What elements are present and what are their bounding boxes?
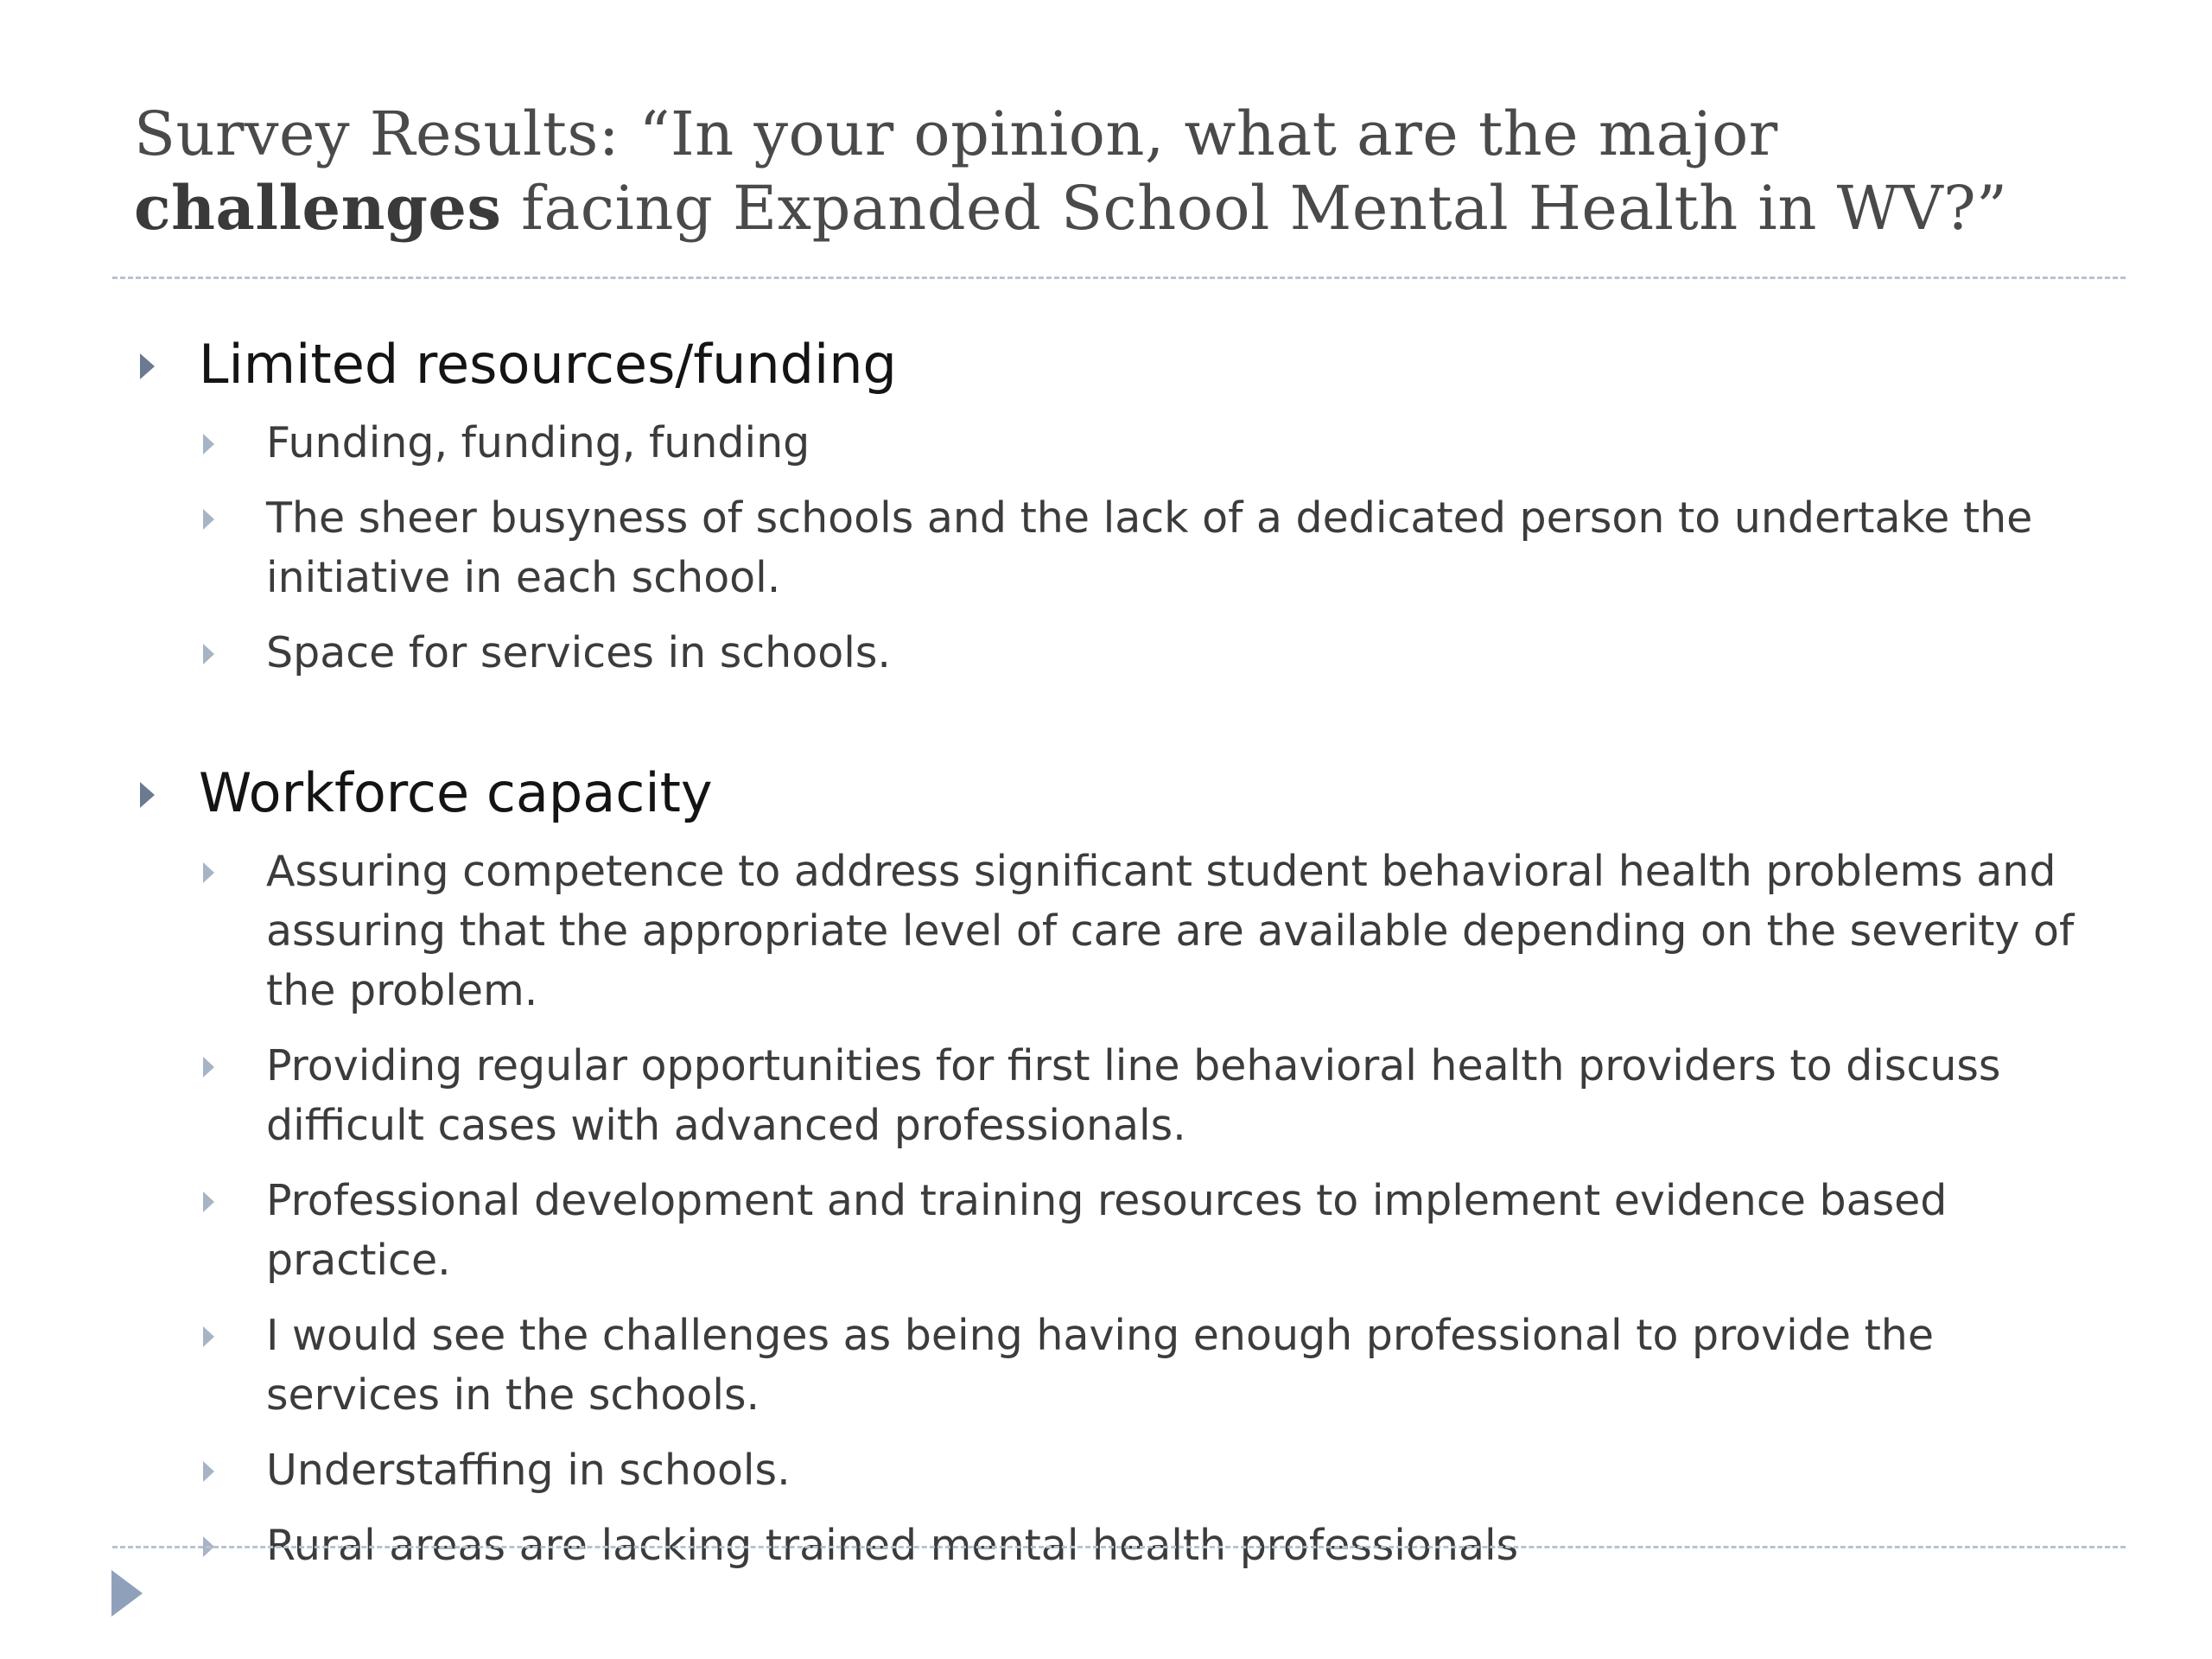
title-text: Survey Results: “In your opinion, what are the major <box>134 99 1778 169</box>
section-heading-text: Workforce capacity <box>199 761 713 824</box>
small-triangle-bullet-icon <box>203 1057 214 1077</box>
list-item-text: Assuring competence to address significant student behavioral health problems and assuring that the appropriate level of care are available depending on the severity of the problem. <box>266 847 2075 1015</box>
bullet-list <box>199 413 2100 683</box>
triangle-bullet-icon <box>140 353 155 379</box>
title-divider <box>112 276 2126 279</box>
section-heading <box>130 328 2100 401</box>
small-triangle-bullet-icon <box>203 1461 214 1482</box>
small-triangle-bullet-icon <box>203 1192 214 1212</box>
footer-divider <box>112 1546 2126 1548</box>
play-arrow-icon[interactable] <box>111 1570 143 1617</box>
list-item-text: Understaffing in schools. <box>266 1446 791 1495</box>
list-item-text: Funding, funding, funding <box>266 418 810 467</box>
list-item-text: Space for services in schools. <box>266 628 891 677</box>
list-item <box>199 413 2100 473</box>
slide-title <box>134 97 2147 245</box>
small-triangle-bullet-icon <box>203 1326 214 1347</box>
section-workforce-capacity <box>130 757 2100 1575</box>
list-item-text: Rural areas are lacking trained mental health professionals <box>266 1521 1519 1570</box>
list-item <box>199 623 2100 683</box>
small-triangle-bullet-icon <box>203 509 214 530</box>
title-emphasis: challenges <box>134 172 502 244</box>
list-item <box>199 1440 2100 1500</box>
list-item-text: Providing regular opportunities for first line behavioral health providers to discuss difficult cases with advanced professionals. <box>266 1041 2001 1150</box>
list-item-text: I would see the challenges as being having enough professional to provide the services in the schools. <box>266 1311 1934 1420</box>
list-item-text: The sheer busyness of schools and the lack of a dedicated person to undertake the initiative in each school. <box>266 493 2033 602</box>
small-triangle-bullet-icon <box>203 434 214 454</box>
title-text-continued: facing Expanded School Mental Health in WV?” <box>501 173 2008 244</box>
slide-body <box>130 328 2100 1591</box>
section-heading <box>130 757 2100 830</box>
list-item <box>199 842 2100 1020</box>
triangle-bullet-icon <box>140 782 155 808</box>
section-heading-text: Limited resources/funding <box>199 333 897 396</box>
section-limited-resources <box>130 328 2100 683</box>
list-item <box>199 1036 2100 1155</box>
list-item <box>199 1171 2100 1290</box>
list-item-text: Professional development and training resources to implement evidence based practice. <box>266 1176 1948 1285</box>
bullet-list <box>199 842 2100 1575</box>
list-item <box>199 1306 2100 1425</box>
small-triangle-bullet-icon <box>203 644 214 664</box>
small-triangle-bullet-icon <box>203 862 214 883</box>
list-item <box>199 488 2100 607</box>
